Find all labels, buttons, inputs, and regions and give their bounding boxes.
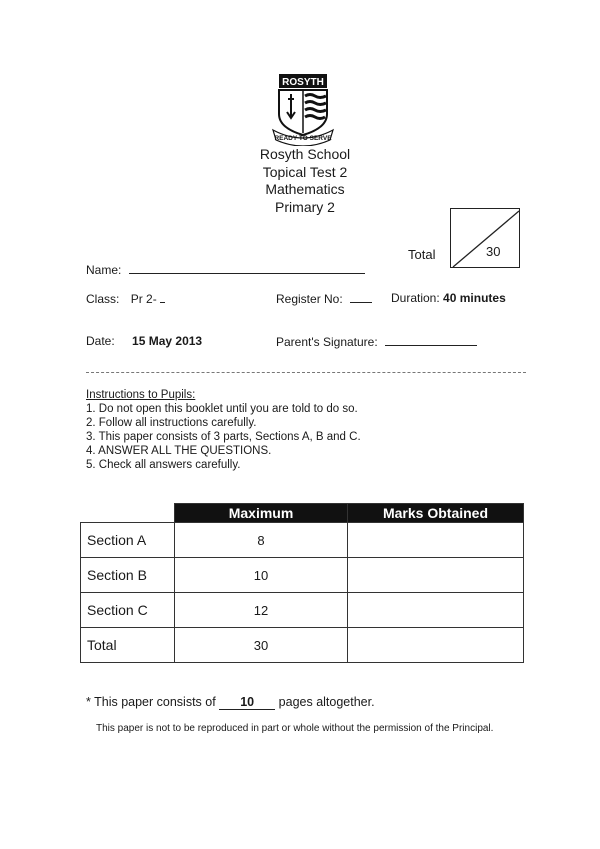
section-maximum: 10 [175, 558, 348, 593]
register-field[interactable] [350, 291, 372, 303]
section-label: Total [81, 628, 175, 663]
marks-table [80, 503, 524, 663]
register-row [276, 291, 372, 306]
section-label: Section C [81, 593, 175, 628]
signature-row [276, 334, 477, 349]
copyright-notice: This paper is not to be reproduced in part or whole without the permission of the Principal. [96, 723, 494, 734]
instructions-title: Instructions to Pupils: [86, 389, 196, 401]
table-row [81, 523, 524, 558]
pages-prefix: * This paper consists of [86, 695, 216, 709]
date-value: 15 May 2013 [132, 334, 203, 348]
class-field[interactable] [160, 291, 165, 303]
total-score-box [450, 208, 520, 268]
crest-motto: READY TO SERVE [274, 135, 332, 142]
table-row [81, 558, 524, 593]
section-maximum: 8 [175, 523, 348, 558]
instruction-item: 4. ANSWER ALL THE QUESTIONS. [86, 445, 272, 457]
section-label: Section B [81, 558, 175, 593]
register-label: Register No: [276, 292, 343, 306]
test-name: Topical Test 2 [262, 163, 348, 180]
instruction-item: 5. Check all answers carefully. [86, 459, 241, 471]
section-label: Section A [81, 523, 175, 558]
signature-label: Parent's Signature: [276, 335, 378, 349]
section-obtained[interactable] [348, 558, 524, 593]
level-name: Primary 2 [275, 198, 335, 215]
header-marks-obtained: Marks Obtained [348, 504, 524, 523]
table-row [81, 593, 524, 628]
pages-note [86, 695, 375, 710]
name-label: Name: [86, 263, 122, 277]
subject-name: Mathematics [265, 181, 345, 197]
section-maximum: 30 [175, 628, 348, 663]
duration-value: 40 minutes [443, 291, 506, 305]
duration-label: Duration: [391, 291, 440, 305]
crest-top-text: ROSYTH [282, 77, 324, 88]
class-value: Pr 2- [130, 292, 157, 306]
table-row [81, 628, 524, 663]
section-obtained[interactable] [348, 593, 524, 628]
total-value: 30 [486, 244, 501, 259]
header-maximum: Maximum [175, 504, 348, 523]
total-label: Total [408, 247, 436, 262]
school-crest-icon [270, 72, 336, 146]
section-obtained[interactable] [348, 523, 524, 558]
table-header-row [81, 504, 524, 523]
section-maximum: 12 [175, 593, 348, 628]
pages-count: 10 [219, 695, 275, 710]
instruction-item: 1. Do not open this booklet until you are told to do so. [86, 403, 358, 415]
school-name: Rosyth School [259, 146, 351, 162]
title-block [200, 146, 410, 216]
pages-suffix: pages altogether. [278, 695, 375, 709]
class-row [86, 291, 165, 306]
instruction-item: 2. Follow all instructions carefully. [86, 417, 257, 429]
section-obtained[interactable] [348, 628, 524, 663]
instructions [86, 388, 361, 472]
name-field[interactable] [129, 262, 365, 274]
date-row [86, 334, 202, 348]
class-label: Class: [86, 292, 120, 306]
duration-row [391, 291, 506, 305]
signature-field[interactable] [385, 334, 477, 346]
header-blank-cell [81, 504, 175, 523]
divider-line [86, 372, 526, 373]
name-row [86, 262, 365, 277]
instruction-item: 3. This paper consists of 3 parts, Sections A, B and C. [86, 431, 361, 443]
date-label: Date: [86, 334, 115, 348]
